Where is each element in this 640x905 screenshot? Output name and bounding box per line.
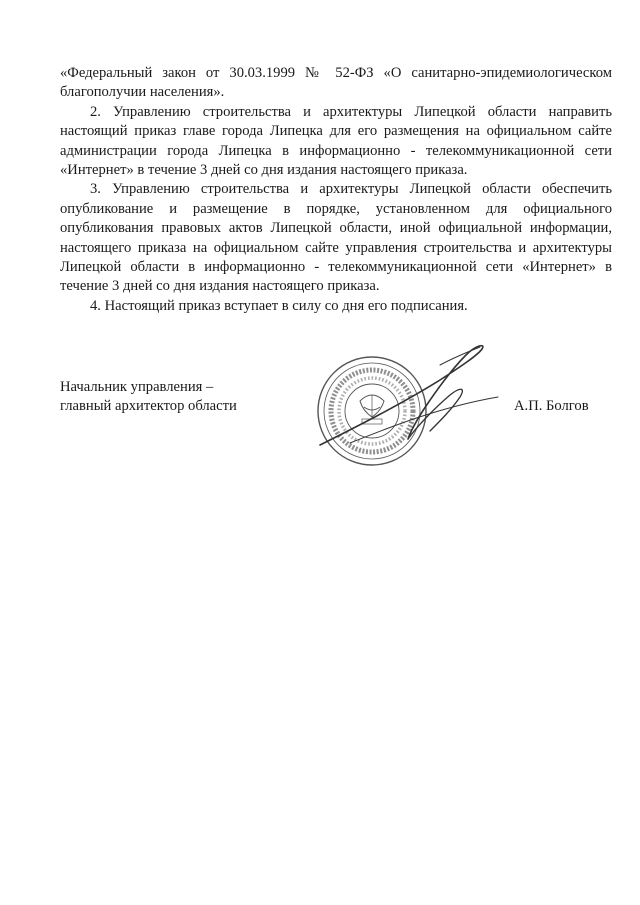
document-body [60, 64, 612, 316]
signatory-name: А.П. Болгов [514, 398, 589, 414]
seal-stamp-icon [290, 335, 500, 495]
paragraph-item-2: 2. Управлению строительства и архитектуры Липецкой области направить настоящий приказ главе города Липецка для его размещения на официальном сайте администрации города Липецка в информационно - телекоммуникационной сети «Интернет» в течение 3 дней со дня издания настоящего приказа. [60, 103, 612, 179]
signatory-position-line1: Начальник управления – [60, 379, 214, 395]
paragraph-item-3: 3. Управлению строительства и архитектуры Липецкой области обеспечить опубликование и размещение в порядке, установленном для официального опубликования правовых актов Липецкой области, иной официальной информации, настоящего приказа на официальном сайте управления строительства и архитектуры Липецкой области в информационно - телекоммуникационной сети «Интернет» в течение 3 дней со дня издания настоящего приказа. [60, 181, 612, 295]
paragraph-law-reference: «Федеральный закон от 30.03.1999 № 52-ФЗ «О санитарно-эпидемиологическом благополучии населения». [60, 65, 612, 101]
paragraph-item-4: 4. Настоящий приказ вступает в силу со дня его подписания. [90, 297, 468, 314]
signatory-position [60, 378, 237, 417]
round-seal [318, 357, 426, 465]
signatory-position-line2: главный архитектор области [60, 398, 237, 415]
seal-and-signature [290, 335, 500, 495]
